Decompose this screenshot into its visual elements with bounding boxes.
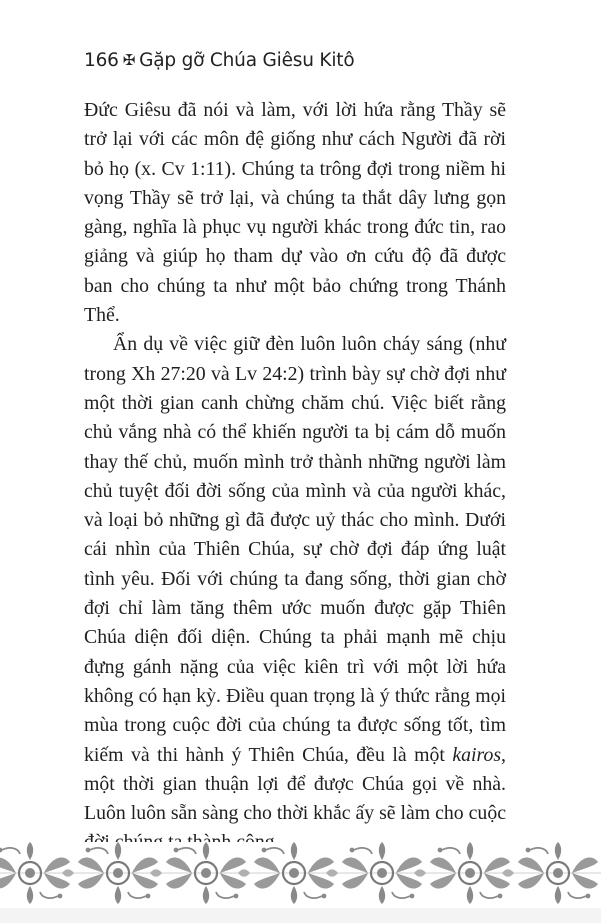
paragraph-1: Đức Giêsu đã nói và làm, với lời hứa rằng Thầy sẽ trở lại với các môn đệ giống như cách Người đã rời bỏ họ (x. Cv 1:11). Chúng ta trông đợi trong niềm hi vọng Thầy sẽ trở lại, và chúng ta thắt dây lưng gọn gàng, nghĩa là phục vụ người khác trong đức tin, rao giảng và giúp họ tham dự vào ơn cứu độ đã được ban cho chúng ta như một bảo chứng trong Thánh Thể. [84, 99, 506, 327]
body-text [84, 96, 506, 858]
page-number: 166 [84, 50, 119, 71]
book-title: Gặp gỡ Chúa Giêsu Kitô [139, 50, 355, 71]
paragraph-2 [84, 330, 506, 857]
paragraph-2-italic-term: kairos [452, 743, 502, 766]
paragraph-2-text-a: Ẩn dụ về việc giữ đèn luôn luôn cháy sáng (như trong Xh 27:20 và Lv 24:2) trình bày sự chờ đợi như một thời gian canh chừng chăm chú. Việc biết rằng chủ vắng nhà có thể khiến người ta bị cám dỗ muốn thay thế chủ, muốn mình trở thành những người làm chủ tuyệt đối đời sống của mình và của người khác, và loại bỏ những gì đã được uỷ thác cho mình. Dưới cái nhìn của Thiên Chúa, sự chờ đợi đáp ứng luật tình yêu. Đối với chúng ta đang sống, thời gian chờ đợi chỉ làm tăng thêm ước muốn được gặp Thiên Chúa diện đối diện. Chúng ta phải mạnh mẽ chịu đựng gánh nặng của việc kiên trì với một lời hứa không có hạn kỳ. Điều quan trọng là ý thức rằng mọi mùa trong cuộc đời của chúng ta được sống tốt, tìm kiếm và thi hành ý Thiên Chúa, đều là một [84, 333, 506, 766]
floral-ornament-border [0, 842, 601, 904]
maltese-cross-icon: ✠ [122, 51, 136, 69]
paragraph-2-text-b: , một thời gian thuận lợi để được Chúa gọi về nhà. Luôn luôn sẵn sàng cho thời khắc ấy sẽ làm cho cuộc [84, 743, 506, 825]
running-header [84, 50, 354, 71]
page-bottom-edge [0, 908, 601, 923]
